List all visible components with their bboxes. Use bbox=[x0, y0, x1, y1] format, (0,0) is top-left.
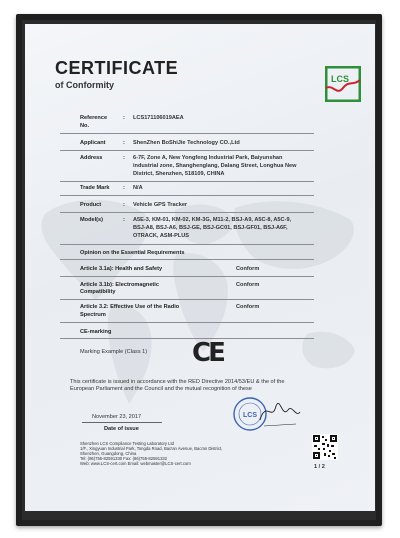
separator bbox=[60, 181, 314, 182]
colon: : bbox=[123, 155, 125, 161]
date-underline bbox=[82, 422, 162, 423]
article-title: Compatibility bbox=[80, 289, 116, 295]
stamp-center-text: LCS bbox=[243, 412, 257, 419]
separator bbox=[60, 133, 314, 134]
colon: : bbox=[123, 115, 125, 121]
applicant-label: Applicant bbox=[80, 140, 106, 146]
trade-mark-label: Trade Mark bbox=[80, 185, 110, 191]
models-label: Model(s) bbox=[80, 217, 103, 223]
reference-label-no: No. bbox=[80, 123, 90, 129]
separator bbox=[60, 338, 314, 339]
qr-code bbox=[312, 434, 338, 460]
marking-example: Marking Example (Class 1) bbox=[80, 349, 148, 355]
separator bbox=[60, 244, 314, 245]
models-line: A5E-3, KM-01, KM-02, KM-3G, M11-2, BSJ-A9, A5C-8, A5C-9, bbox=[133, 217, 292, 223]
logo-text: LCS bbox=[331, 74, 349, 84]
product-value: Vehicle GPS Tracker bbox=[133, 202, 188, 208]
product-label: Product bbox=[80, 202, 102, 208]
footer-line: Shenzhen, Guangdong, China bbox=[80, 451, 137, 456]
article-status: Conform bbox=[236, 304, 260, 310]
article-status: Conform bbox=[236, 282, 260, 288]
separator bbox=[60, 276, 314, 277]
issue-date: November 23, 2017 bbox=[92, 414, 142, 420]
colon: : bbox=[123, 202, 125, 208]
footer-line: Shenzhen LCS Compliance Testing Laboratory Ltd bbox=[80, 441, 174, 446]
issue-date-label: Date of issue bbox=[104, 426, 139, 432]
ce-marking-label: CE-marking bbox=[80, 329, 112, 335]
models-line: OTRACK, ASM-PLUS bbox=[133, 233, 190, 239]
footer-line: 1/F., Xingyuan Industrial Park, Tongda Road, Bao'an Avenue, Bao'an District, bbox=[80, 446, 223, 451]
colon: : bbox=[123, 185, 125, 191]
address-line: 6-7F, Zone A, New Yongfeng Industrial Park, Baiyunshan bbox=[133, 155, 283, 161]
applicant-value: ShenZhen BoShiJie Technology CO.,Ltd bbox=[133, 140, 240, 146]
models-line: BSJ-A8, BSJ-A6, BSJ-GE, BSJ-GC01, BSJ-GF01, BSJ-A6F, bbox=[133, 225, 288, 231]
separator bbox=[60, 195, 314, 196]
article-title: Article 3.1b): Electromagnetic bbox=[80, 282, 159, 288]
article-status: Conform bbox=[236, 266, 260, 272]
world-map-watermark bbox=[25, 174, 375, 434]
ce-mark: CE bbox=[192, 338, 223, 368]
statement-line: European Parliament and the Council and the mutual recognition of these bbox=[70, 386, 252, 392]
separator bbox=[60, 299, 314, 300]
footer-line: Tel: (86)755-82591330 Fax: (86)755-82591332 bbox=[80, 456, 168, 461]
footer-line: Web: www.LCS-cert.com Email: webmaster@LCS-cert.com bbox=[80, 461, 191, 466]
colon: : bbox=[123, 140, 125, 146]
lcs-logo bbox=[325, 66, 361, 102]
statement-line: This certificate is issued in accordance with the RED Directive 2014/53/EU & the of the bbox=[70, 379, 285, 385]
article-title: Article 3.2: Effective Use of the Radio bbox=[80, 304, 180, 310]
separator bbox=[60, 259, 314, 260]
separator bbox=[60, 212, 314, 213]
certificate-subtitle: of Conformity bbox=[55, 80, 114, 90]
address-line: industrial zone, Shanghenglang, Dalang Street, Longhua New bbox=[133, 163, 297, 169]
address-line: District, Shenzhen, 518109, CHINA bbox=[133, 171, 225, 177]
reference-value: LCS171106019AEA bbox=[133, 115, 184, 121]
reference-label: Reference bbox=[80, 115, 108, 121]
article-title: Article 3.1a): Health and Safety bbox=[80, 266, 163, 272]
separator bbox=[60, 322, 314, 323]
stamp-and-signature bbox=[230, 392, 302, 436]
opinion-heading: Opinion on the Essential Requirements bbox=[80, 250, 185, 256]
colon: : bbox=[123, 217, 125, 223]
trade-mark-value: N/A bbox=[133, 185, 143, 191]
page-number: 1 / 2 bbox=[314, 464, 325, 470]
address-label: Address bbox=[80, 155, 103, 161]
separator bbox=[60, 150, 314, 151]
article-title: Spectrum bbox=[80, 312, 106, 318]
certificate-title: CERTIFICATE bbox=[55, 58, 179, 78]
